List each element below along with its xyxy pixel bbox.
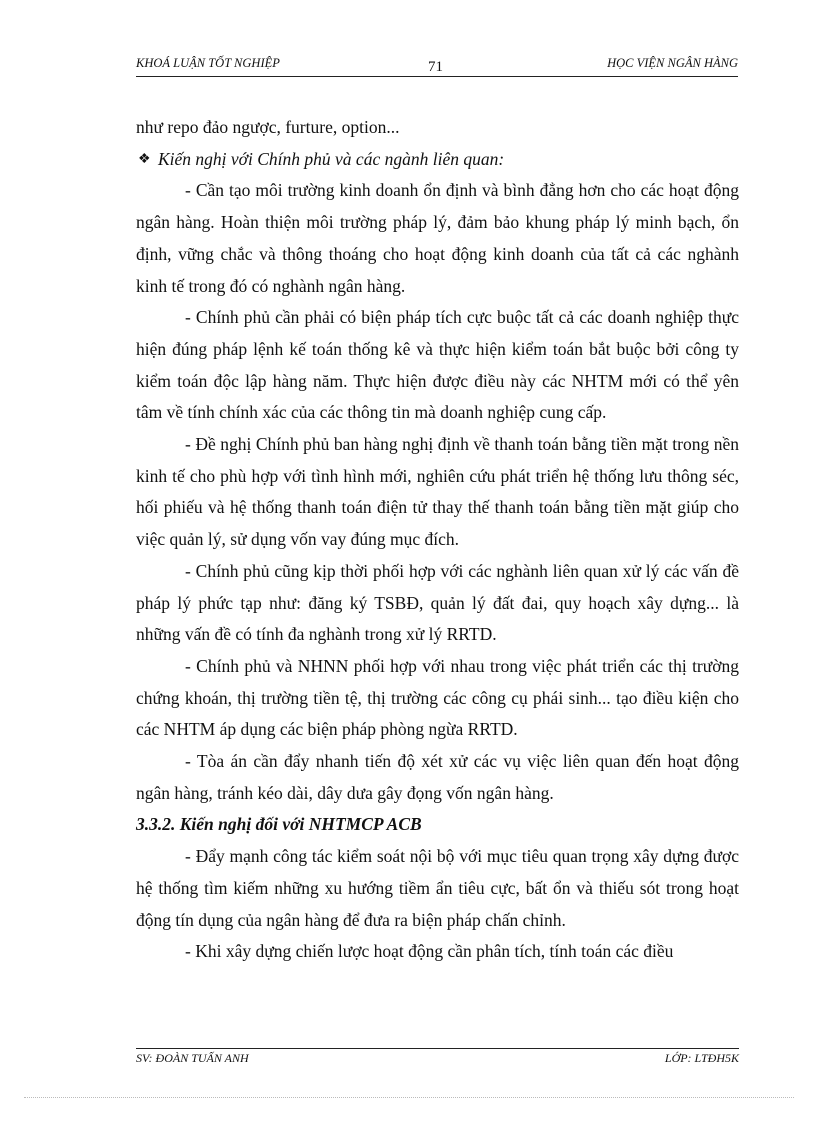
- paragraph: - Chính phủ cũng kịp thời phối hợp với các nghành liên quan xử lý các vấn đề pháp lý phức tạp như: đăng ký TSBĐ, quản lý đất đai, quy hoạch xây dựng... là những vấn đề có tính đa nghành trong xử lý RRTD.: [136, 560, 739, 645]
- header-institution: HỌC VIỆN NGÂN HÀNG: [607, 56, 738, 70]
- page-header: [136, 56, 738, 77]
- header-thesis-label: KHOÁ LUẬN TỐT NGHIỆP: [136, 56, 280, 70]
- section-heading: 3.3.2. Kiến nghị đối với NHTMCP ACB: [136, 814, 422, 835]
- paragraph: - Đẩy mạnh công tác kiểm soát nội bộ với mục tiêu quan trọng xây dựng được hệ thống tìm kiếm những xu hướng tiềm ẩn tiêu cực, bất ổn và thiếu sót trong hoạt động tín dụng của ngân hàng để đưa ra biện pháp chấn chỉnh.: [136, 846, 739, 930]
- footer-class: LỚP: LTĐH5K: [664, 1051, 739, 1065]
- page-footer: [136, 1048, 739, 1066]
- page-bottom-divider: [24, 1097, 794, 1098]
- continuation-line: như repo đảo ngược, furture, option...: [136, 117, 400, 137]
- paragraph: - Chính phủ và NHNN phối hợp với nhau trong việc phát triển các thị trường chứng khoán, thị trường tiền tệ, thị trường các công cụ phái sinh... tạo điều kiện cho các NHTM áp dụng các biện pháp phòng ngừa RRTD.: [136, 655, 739, 740]
- paragraph: - Chính phủ cần phải có biện pháp tích cực buộc tất cả các doanh nghiệp thực hiện đúng pháp lệnh kế toán thống kê và thực hiện kiểm toán bắt buộc bởi công ty kiểm toán độc lập hàng năm. Thực hiện được điều này các NHTM mới có thể yên tâm về tính chính xác của các thông tin mà doanh nghiệp cung cấp.: [136, 307, 739, 423]
- bullet-heading-text: Kiến nghị với Chính phủ và các ngành liên quan:: [158, 148, 505, 169]
- paragraph: - Đề nghị Chính phủ ban hàng nghị định về thanh toán bằng tiền mặt trong nền kinh tế cho phù hợp với tình hình mới, nghiên cứu phát triển hệ thống lưu thông séc, hối phiếu và hệ thống thanh toán điện tử thay thế thanh toán bằng tiền mặt giúp cho việc quản lý, sử dụng vốn vay đúng mục đích.: [136, 434, 739, 550]
- paragraph: - Tòa án cần đẩy nhanh tiến độ xét xử các vụ việc liên quan đến hoạt động ngân hàng, tránh kéo dài, dây dưa gây đọng vốn ngân hàng.: [136, 751, 739, 803]
- page-number: 71: [428, 59, 443, 75]
- diamond-bullet-icon: ❖: [138, 151, 151, 167]
- paragraph: - Cần tạo môi trường kinh doanh ổn định và bình đẳng hơn cho các hoạt động ngân hàng. Hoàn thiện môi trường pháp lý, đảm bảo khung pháp lý minh bạch, ổn định, vững chắc và thông thoáng cho hoạt động kinh doanh của tất cả các nghành kinh tế trong đó có nghành ngân hàng.: [136, 180, 739, 296]
- paragraph: - Khi xây dựng chiến lược hoạt động cần phân tích, tính toán các điều: [185, 941, 674, 962]
- page-body: [136, 112, 739, 968]
- bullet-heading: [136, 144, 739, 176]
- footer-student: SV: ĐOÀN TUẤN ANH: [136, 1051, 249, 1065]
